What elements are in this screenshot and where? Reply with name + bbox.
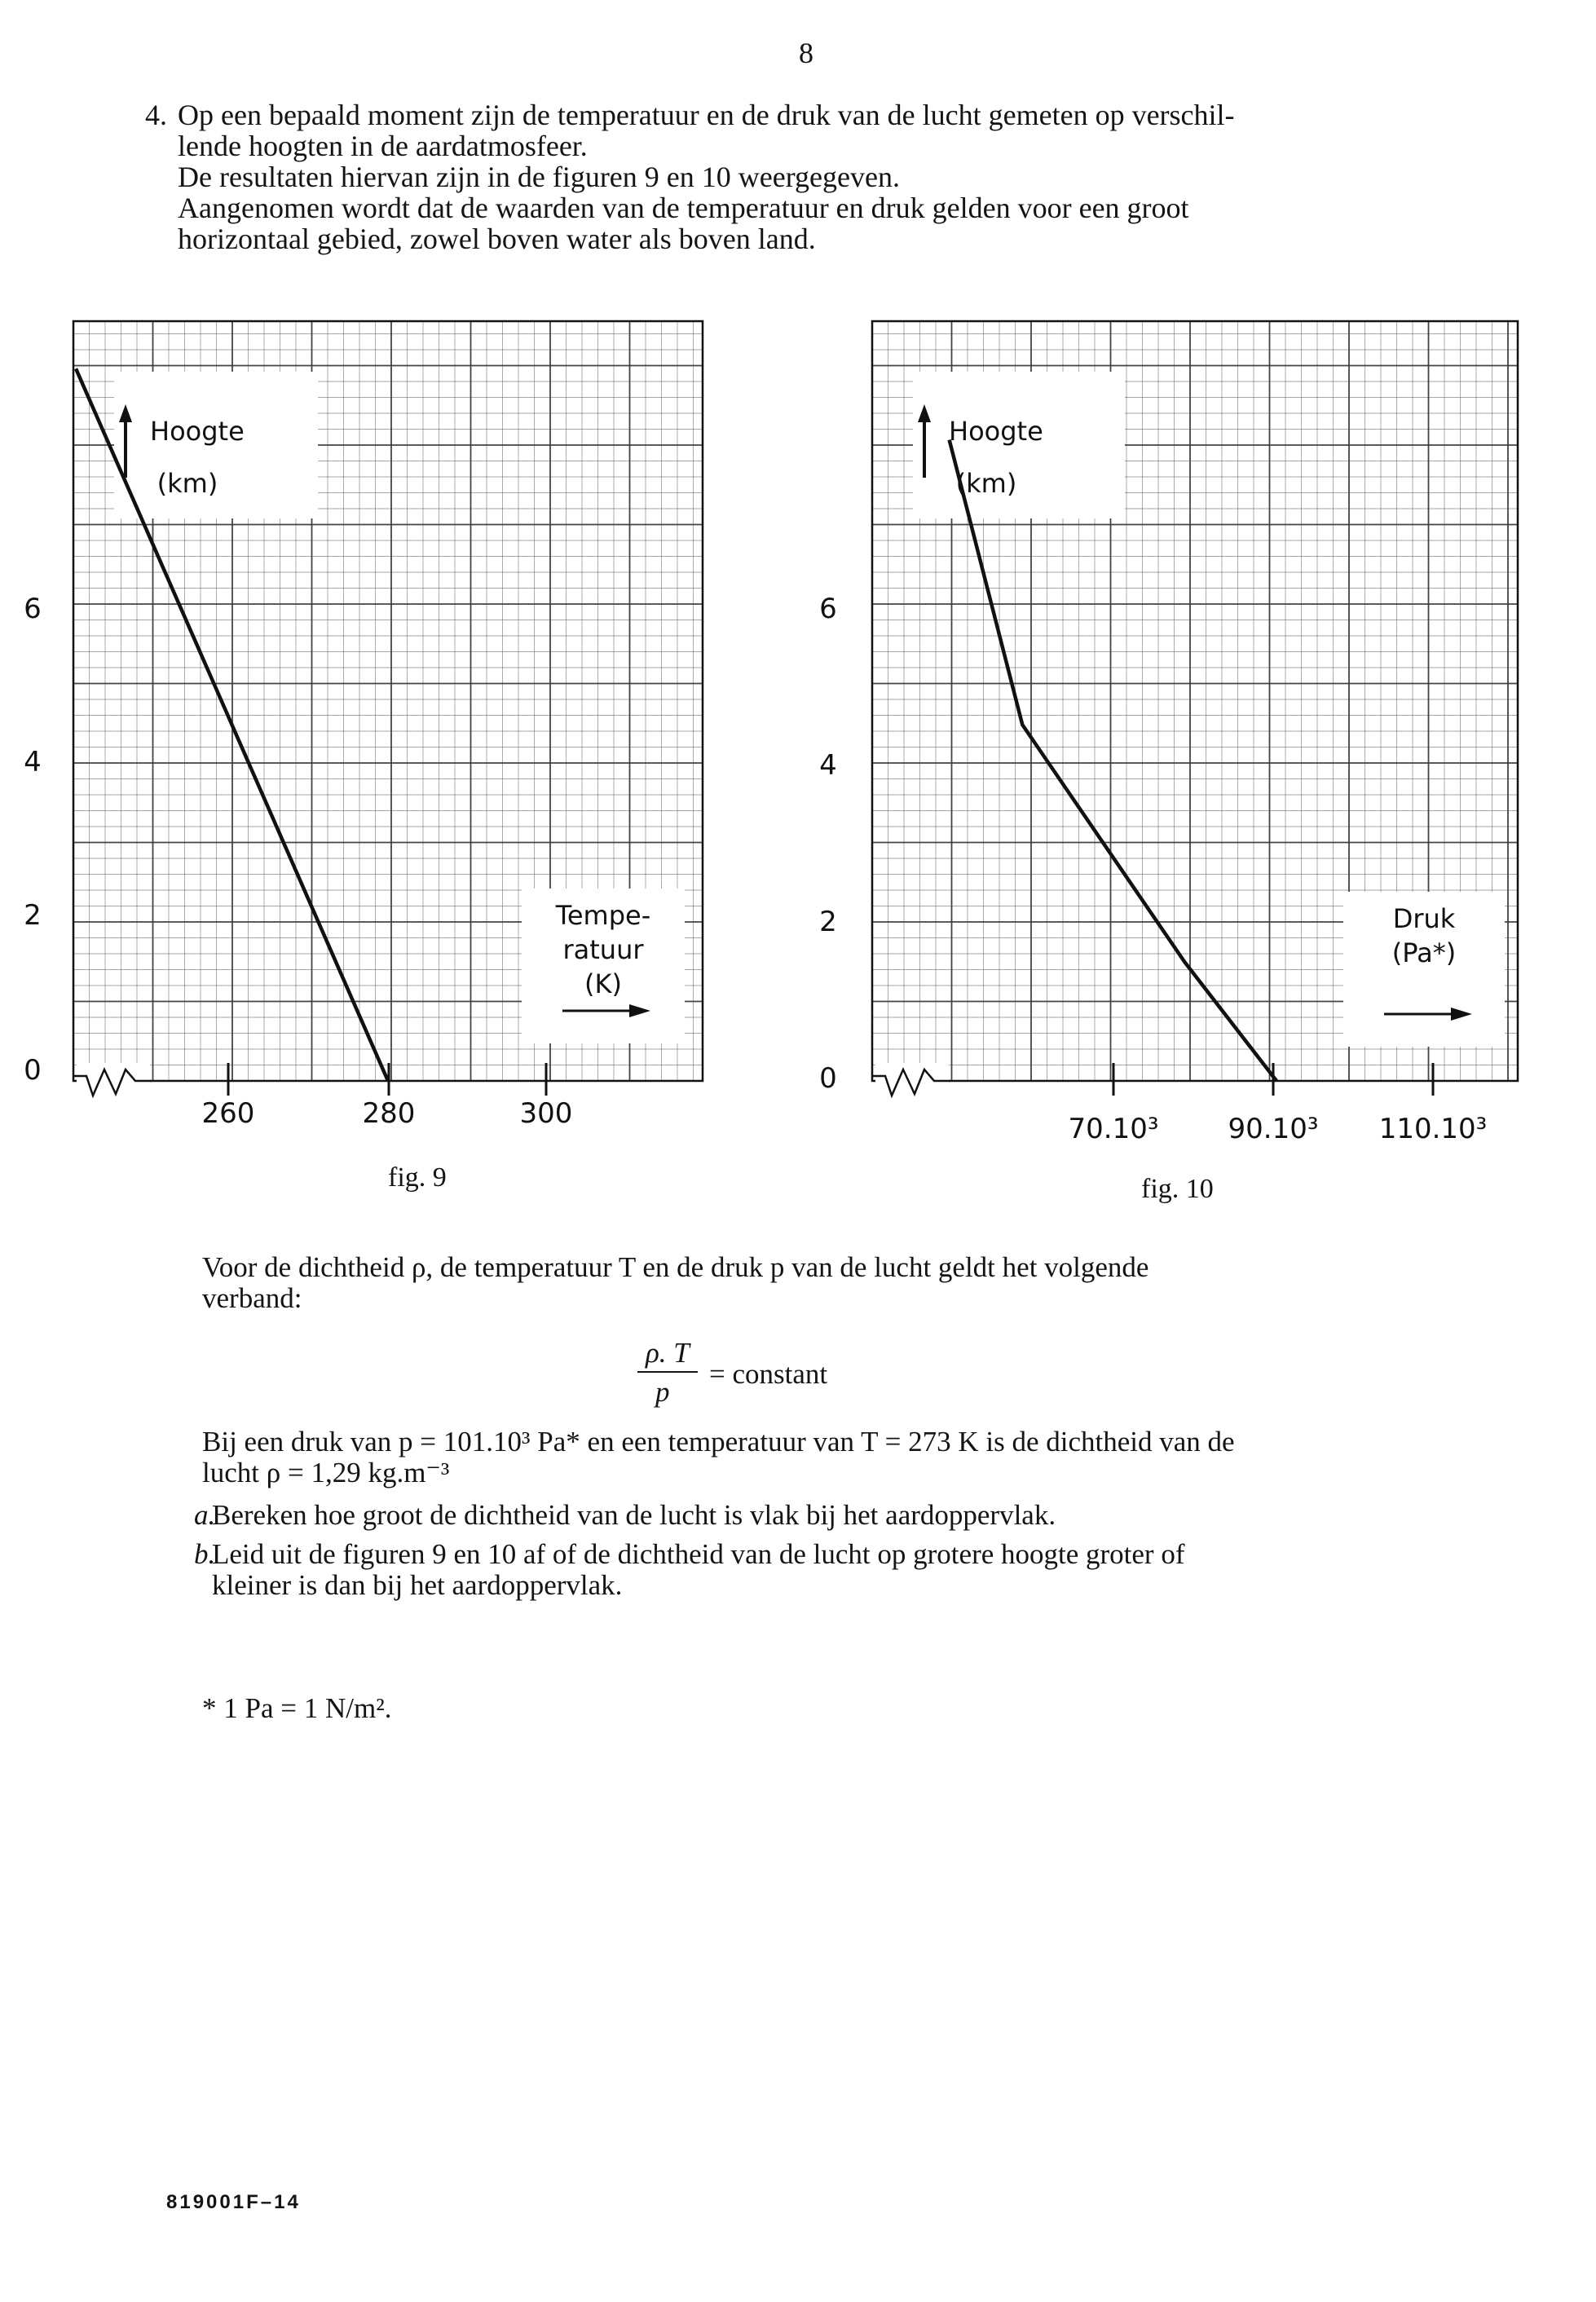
xlabel-line: ratuur bbox=[562, 934, 644, 965]
x-tick-label: 300 bbox=[519, 1097, 573, 1130]
question-label: b. bbox=[194, 1538, 216, 1570]
question-label: a. bbox=[194, 1499, 216, 1531]
ylabel-line: Hoogte bbox=[949, 416, 1043, 447]
question-text: kleiner is dan bij het aardoppervlak. bbox=[212, 1569, 623, 1601]
series-line bbox=[950, 440, 1277, 1081]
x-tick-label: 280 bbox=[362, 1097, 416, 1130]
ylabel-line: (km) bbox=[955, 468, 1017, 499]
y-tick-label: 2 bbox=[24, 899, 42, 932]
relation-intro-line: verband: bbox=[202, 1282, 302, 1314]
x-tick-label: 90.10³ bbox=[1228, 1113, 1319, 1145]
x-tick-label: 260 bbox=[201, 1097, 255, 1130]
x-tick-label: 70.10³ bbox=[1068, 1113, 1159, 1145]
ylabel-line: (km) bbox=[157, 468, 218, 499]
intro-line: lende hoogten in de aardatmosfeer. bbox=[178, 130, 588, 162]
relation-intro bbox=[202, 1252, 1457, 1314]
xlabel-line: (Pa*) bbox=[1391, 937, 1457, 968]
ylabel-line: Hoogte bbox=[150, 416, 245, 447]
formula-denominator: p bbox=[655, 1376, 670, 1408]
y-tick-label: 2 bbox=[819, 906, 837, 938]
question-text: Bereken hoe groot de dichtheid van de lucht is vlak bij het aardoppervlak. bbox=[212, 1499, 1056, 1531]
y-tick-label: 4 bbox=[819, 749, 837, 782]
page-number: 8 bbox=[799, 37, 813, 69]
figure-9-caption: fig. 9 bbox=[388, 1162, 447, 1193]
question-number: 4. bbox=[145, 99, 167, 131]
x-tick-label: 110.10³ bbox=[1378, 1113, 1488, 1145]
intro-line: Op een bepaald moment zijn de temperatuur en de druk van de lucht gemeten op verschil- bbox=[178, 99, 1235, 131]
question-a bbox=[194, 1499, 1451, 1531]
formula-numerator: ρ. T bbox=[646, 1337, 690, 1369]
density-formula bbox=[636, 1337, 880, 1418]
given-line: lucht ρ = 1,29 kg.m⁻³ bbox=[202, 1457, 450, 1488]
relation-intro-line: Voor de dichtheid ρ, de temperatuur T en de druk p van de lucht geldt het volgende bbox=[202, 1251, 1149, 1283]
intro-line: Aangenomen wordt dat de waarden van de temperatuur en druk gelden voor een groot bbox=[178, 192, 1189, 224]
xlabel-line: Druk bbox=[1392, 903, 1456, 934]
document-code: 819001F–14 bbox=[166, 2191, 301, 2213]
fraction-bar bbox=[637, 1371, 698, 1373]
figure-10-caption: fig. 10 bbox=[1141, 1174, 1214, 1204]
footnote: * 1 Pa = 1 N/m². bbox=[202, 1692, 392, 1724]
question-text: Leid uit de figuren 9 en 10 af of de dichtheid van de lucht op grotere hoogte groter of bbox=[212, 1538, 1185, 1570]
xlabel-line: (K) bbox=[584, 968, 622, 999]
y-tick-label: 6 bbox=[24, 593, 42, 625]
xlabel-line: Tempe- bbox=[555, 900, 651, 931]
given-line: Bij een druk van p = 101.10³ Pa* en een temperatuur van T = 273 K is de dichtheid van de bbox=[202, 1426, 1235, 1457]
chart-plot-area bbox=[819, 321, 1518, 1145]
intro-line: De resultaten hiervan zijn in de figuren 9 en 10 weergegeven. bbox=[178, 161, 900, 193]
intro-line: horizontaal gebied, zowel boven water als boven land. bbox=[178, 223, 816, 255]
y-tick-label: 0 bbox=[819, 1062, 837, 1095]
y-tick-label: 4 bbox=[24, 746, 42, 778]
y-tick-label: 0 bbox=[24, 1054, 42, 1087]
given-data bbox=[202, 1427, 1457, 1488]
formula-rhs: = constant bbox=[709, 1358, 828, 1390]
y-tick-label: 6 bbox=[819, 593, 837, 625]
question-b bbox=[194, 1538, 1451, 1601]
